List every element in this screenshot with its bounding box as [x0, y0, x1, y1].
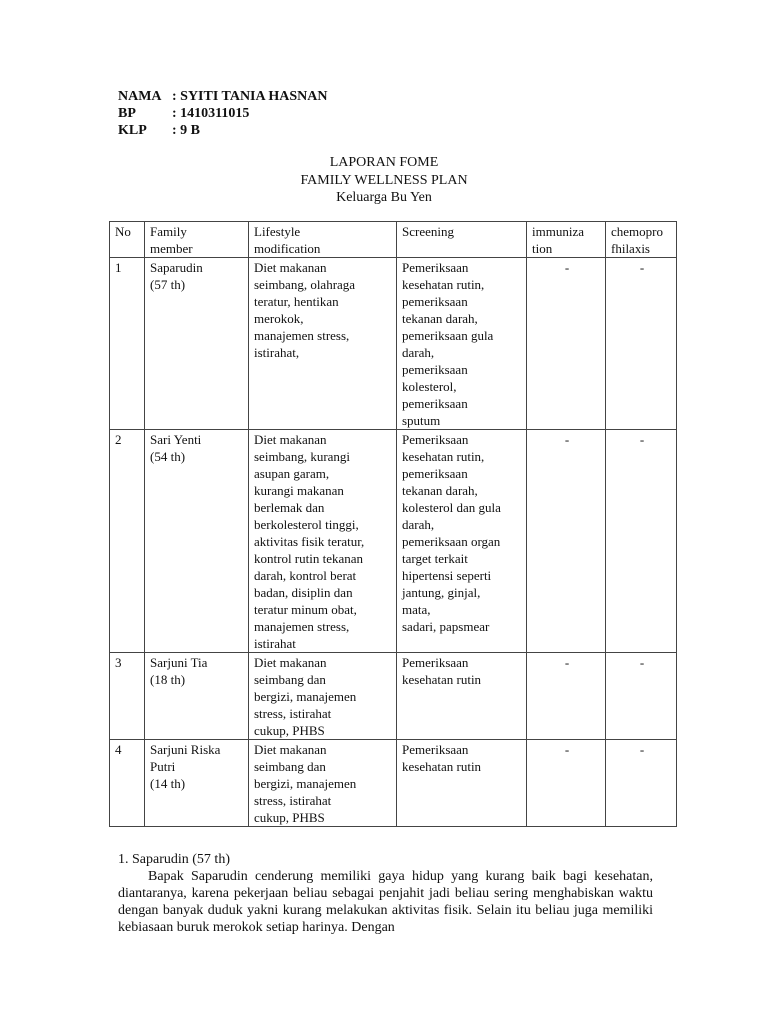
family-title: Keluarga Bu Yen: [336, 190, 432, 205]
row-immunization: -: [527, 430, 606, 653]
row-no: 3: [110, 653, 145, 740]
row-immunization: -: [527, 653, 606, 740]
section-heading: 1. Saparudin (57 th): [118, 852, 230, 867]
row-lifestyle: Diet makanan seimbang dan bergizi, manajemen stress, istirahat cukup, PHBS: [249, 653, 397, 740]
row-no: 2: [110, 430, 145, 653]
row-screening: Pemeriksaan kesehatan rutin, pemeriksaan tekanan darah, pemeriksaan gula darah, pemeriksaan kolesterol, pemeriksaan sputum: [397, 258, 527, 430]
table-row: [110, 258, 677, 430]
row-chemo: -: [606, 430, 677, 653]
header-bp: [118, 105, 249, 122]
header-nama: [118, 88, 327, 105]
nama-value: : SYITI TANIA HASNAN: [172, 89, 328, 104]
bp-label: BP: [118, 106, 136, 121]
header-screening: Screening: [397, 222, 527, 258]
row-no: 4: [110, 740, 145, 827]
klp-label: KLP: [118, 123, 147, 138]
table-row: [110, 653, 677, 740]
bp-value: : 1410311015: [172, 106, 250, 121]
table-row: [110, 740, 677, 827]
row-chemo: -: [606, 740, 677, 827]
header-no: No: [110, 222, 145, 258]
row-screening: Pemeriksaan kesehatan rutin: [397, 740, 527, 827]
row-immunization: -: [527, 258, 606, 430]
report-title: LAPORAN FOME: [329, 155, 439, 170]
row-member: Sarjuni Tia (18 th): [145, 653, 249, 740]
plan-title: FAMILY WELLNESS PLAN: [300, 173, 468, 188]
header-klp: [118, 122, 200, 139]
table-row: [110, 430, 677, 653]
table-header-row: [110, 222, 677, 258]
nama-label: NAMA: [118, 89, 162, 104]
header-immunization: immuniza tion: [527, 222, 606, 258]
row-lifestyle: Diet makanan seimbang, olahraga teratur, hentikan merokok, manajemen stress, istirahat,: [249, 258, 397, 430]
header-chemoprophylaxis: chemopro fhilaxis: [606, 222, 677, 258]
row-screening: Pemeriksaan kesehatan rutin, pemeriksaan tekanan darah, kolesterol dan gula darah, pemeriksaan organ target terkait hipertensi seperti jantung, ginjal, mata, sadari, papsmear: [397, 430, 527, 653]
section-paragraph: Bapak Saparudin cenderung memiliki gaya hidup yang kurang baik bagi kesehatan, diantaranya, karena pekerjaan beliau sebagai penjahit jadi beliau sering menghabiskan waktu dengan banyak duduk yakni kurang melakukan aktivitas fisik. Selain itu beliau juga memiliki kebiasaan buruk merokok setiap harinya. Dengan: [118, 869, 653, 935]
row-member: Sarjuni Riska Putri (14 th): [145, 740, 249, 827]
header-family-member: Family member: [145, 222, 249, 258]
wellness-plan-table: [109, 221, 677, 827]
header-lifestyle: Lifestyle modification: [249, 222, 397, 258]
row-screening: Pemeriksaan kesehatan rutin: [397, 653, 527, 740]
row-immunization: -: [527, 740, 606, 827]
klp-value: : 9 B: [172, 123, 200, 138]
row-member: Saparudin (57 th): [145, 258, 249, 430]
narrative-section: [118, 851, 653, 936]
row-lifestyle: Diet makanan seimbang dan bergizi, manajemen stress, istirahat cukup, PHBS: [249, 740, 397, 827]
row-chemo: -: [606, 258, 677, 430]
row-chemo: -: [606, 653, 677, 740]
row-lifestyle: Diet makanan seimbang, kurangi asupan garam, kurangi makanan berlemak dan berkolesterol tinggi, aktivitas fisik teratur, kontrol rutin tekanan darah, kontrol berat badan, disiplin dan teratur minum obat, manajemen stress, istirahat: [249, 430, 397, 653]
row-no: 1: [110, 258, 145, 430]
row-member: Sari Yenti (54 th): [145, 430, 249, 653]
